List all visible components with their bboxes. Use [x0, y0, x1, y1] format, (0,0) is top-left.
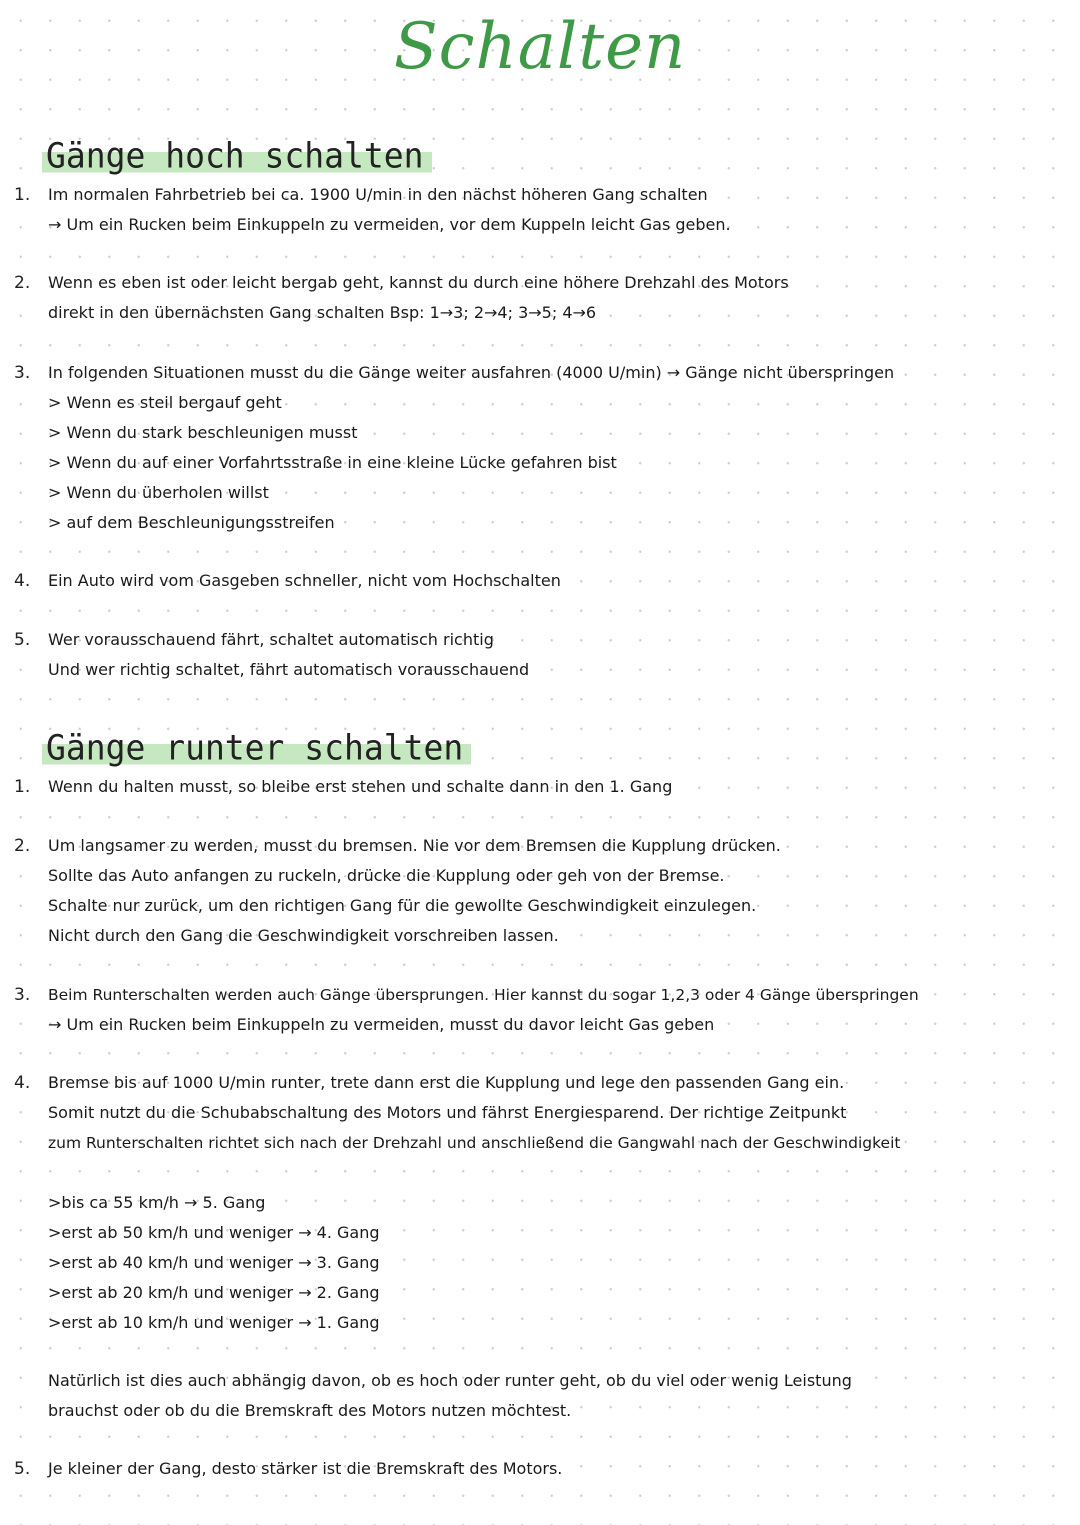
section-heading-up: Gänge hoch schalten	[42, 135, 432, 176]
item-text: Um langsamer zu werden, musst du bremsen. Nie vor dem Bremsen die Kupplung drücken.	[48, 836, 781, 855]
item-number: 1.	[14, 185, 31, 205]
list-item: >erst ab 10 km/h und weniger → 1. Gang	[48, 1313, 380, 1332]
item-text: Je kleiner der Gang, desto stärker ist die Bremskraft des Motors.	[48, 1459, 563, 1478]
down-item-1	[14, 772, 1070, 802]
up-item-1	[14, 180, 1070, 240]
item-number: 4.	[14, 571, 31, 591]
list-item: > Wenn du stark beschleunigen musst	[48, 423, 358, 442]
list-item: >erst ab 40 km/h und weniger → 3. Gang	[48, 1253, 380, 1272]
speed-list	[48, 1188, 380, 1338]
item-text: direkt in den übernächsten Gang schalten Bsp: 1→3; 2→4; 3→5; 4→6	[48, 303, 597, 322]
item-text: Im normalen Fahrbetrieb bei ca. 1900 U/min in den nächst höheren Gang schalten	[48, 185, 708, 204]
up-item-5	[14, 625, 1070, 685]
item-number: 3.	[14, 985, 31, 1005]
item-text: Wenn es eben ist oder leicht bergab geht, kannst du durch eine höhere Drehzahl des Motors	[48, 273, 789, 292]
item-text: Somit nutzt du die Schubabschaltung des Motors und fährst Energiesparend. Der richtige Zeitpunkt	[48, 1103, 847, 1122]
note-paragraph	[48, 1366, 852, 1426]
item-number: 2.	[14, 836, 31, 856]
note-text: Natürlich ist dies auch abhängig davon, ob es hoch oder runter geht, ob du viel oder wenig Leistung	[48, 1371, 852, 1390]
item-text: → Um ein Rucken beim Einkuppeln zu vermeiden, vor dem Kuppeln leicht Gas geben.	[48, 215, 731, 234]
note-text: brauchst oder ob du die Bremskraft des Motors nutzen möchtest.	[48, 1401, 572, 1420]
item-text: Und wer richtig schaltet, fährt automatisch vorausschauend	[48, 660, 530, 679]
item-text: In folgenden Situationen musst du die Gänge weiter ausfahren (4000 U/min) → Gänge nicht überspringen	[48, 363, 895, 382]
list-item: > Wenn du überholen willst	[48, 483, 269, 502]
list-item: > auf dem Beschleunigungsstreifen	[48, 513, 335, 532]
item-text: Wenn du halten musst, so bleibe erst stehen und schalte dann in den 1. Gang	[48, 777, 673, 796]
list-item: > Wenn du auf einer Vorfahrtsstraße in eine kleine Lücke gefahren bist	[48, 453, 617, 472]
item-number: 1.	[14, 777, 31, 797]
down-item-3	[14, 980, 1070, 1040]
item-text: zum Runterschalten richtet sich nach der Drehzahl und anschließend die Gangwahl nach der Geschwindigkeit	[48, 1134, 901, 1152]
item-number: 2.	[14, 273, 31, 293]
list-item: >erst ab 50 km/h und weniger → 4. Gang	[48, 1223, 380, 1242]
up-item-4	[14, 566, 1070, 596]
list-item: > Wenn es steil bergauf geht	[48, 393, 282, 412]
down-item-4	[14, 1068, 1070, 1158]
item-text: → Um ein Rucken beim Einkuppeln zu vermeiden, musst du davor leicht Gas geben	[48, 1015, 715, 1034]
up-item-2	[14, 268, 1070, 328]
item-text: Wer vorausschauend fährt, schaltet automatisch richtig	[48, 630, 494, 649]
section-heading-down: Gänge runter schalten	[42, 727, 471, 768]
item-text: Schalte nur zurück, um den richtigen Gang für die gewollte Geschwindigkeit einzulegen.	[48, 896, 757, 915]
item-text: Beim Runterschalten werden auch Gänge übersprungen. Hier kannst du sogar 1,2,3 oder 4 Gänge überspringen	[48, 986, 919, 1004]
down-item-2	[14, 831, 1070, 951]
list-item: >bis ca 55 km/h → 5. Gang	[48, 1193, 266, 1212]
item-number: 5.	[14, 630, 31, 650]
item-number: 4.	[14, 1073, 31, 1093]
item-text: Bremse bis auf 1000 U/min runter, trete dann erst die Kupplung und lege den passenden Gang ein.	[48, 1073, 845, 1092]
up-item-3	[14, 358, 1070, 538]
item-number: 3.	[14, 363, 31, 383]
item-text: Ein Auto wird vom Gasgeben schneller, nicht vom Hochschalten	[48, 571, 561, 590]
item-text: Sollte das Auto anfangen zu ruckeln, drücke die Kupplung oder geh von der Bremse.	[48, 866, 725, 885]
item-text: Nicht durch den Gang die Geschwindigkeit vorschreiben lassen.	[48, 926, 559, 945]
list-item: >erst ab 20 km/h und weniger → 2. Gang	[48, 1283, 380, 1302]
page-title: Schalten	[393, 10, 687, 84]
down-item-5	[14, 1454, 1070, 1484]
item-number: 5.	[14, 1459, 31, 1479]
